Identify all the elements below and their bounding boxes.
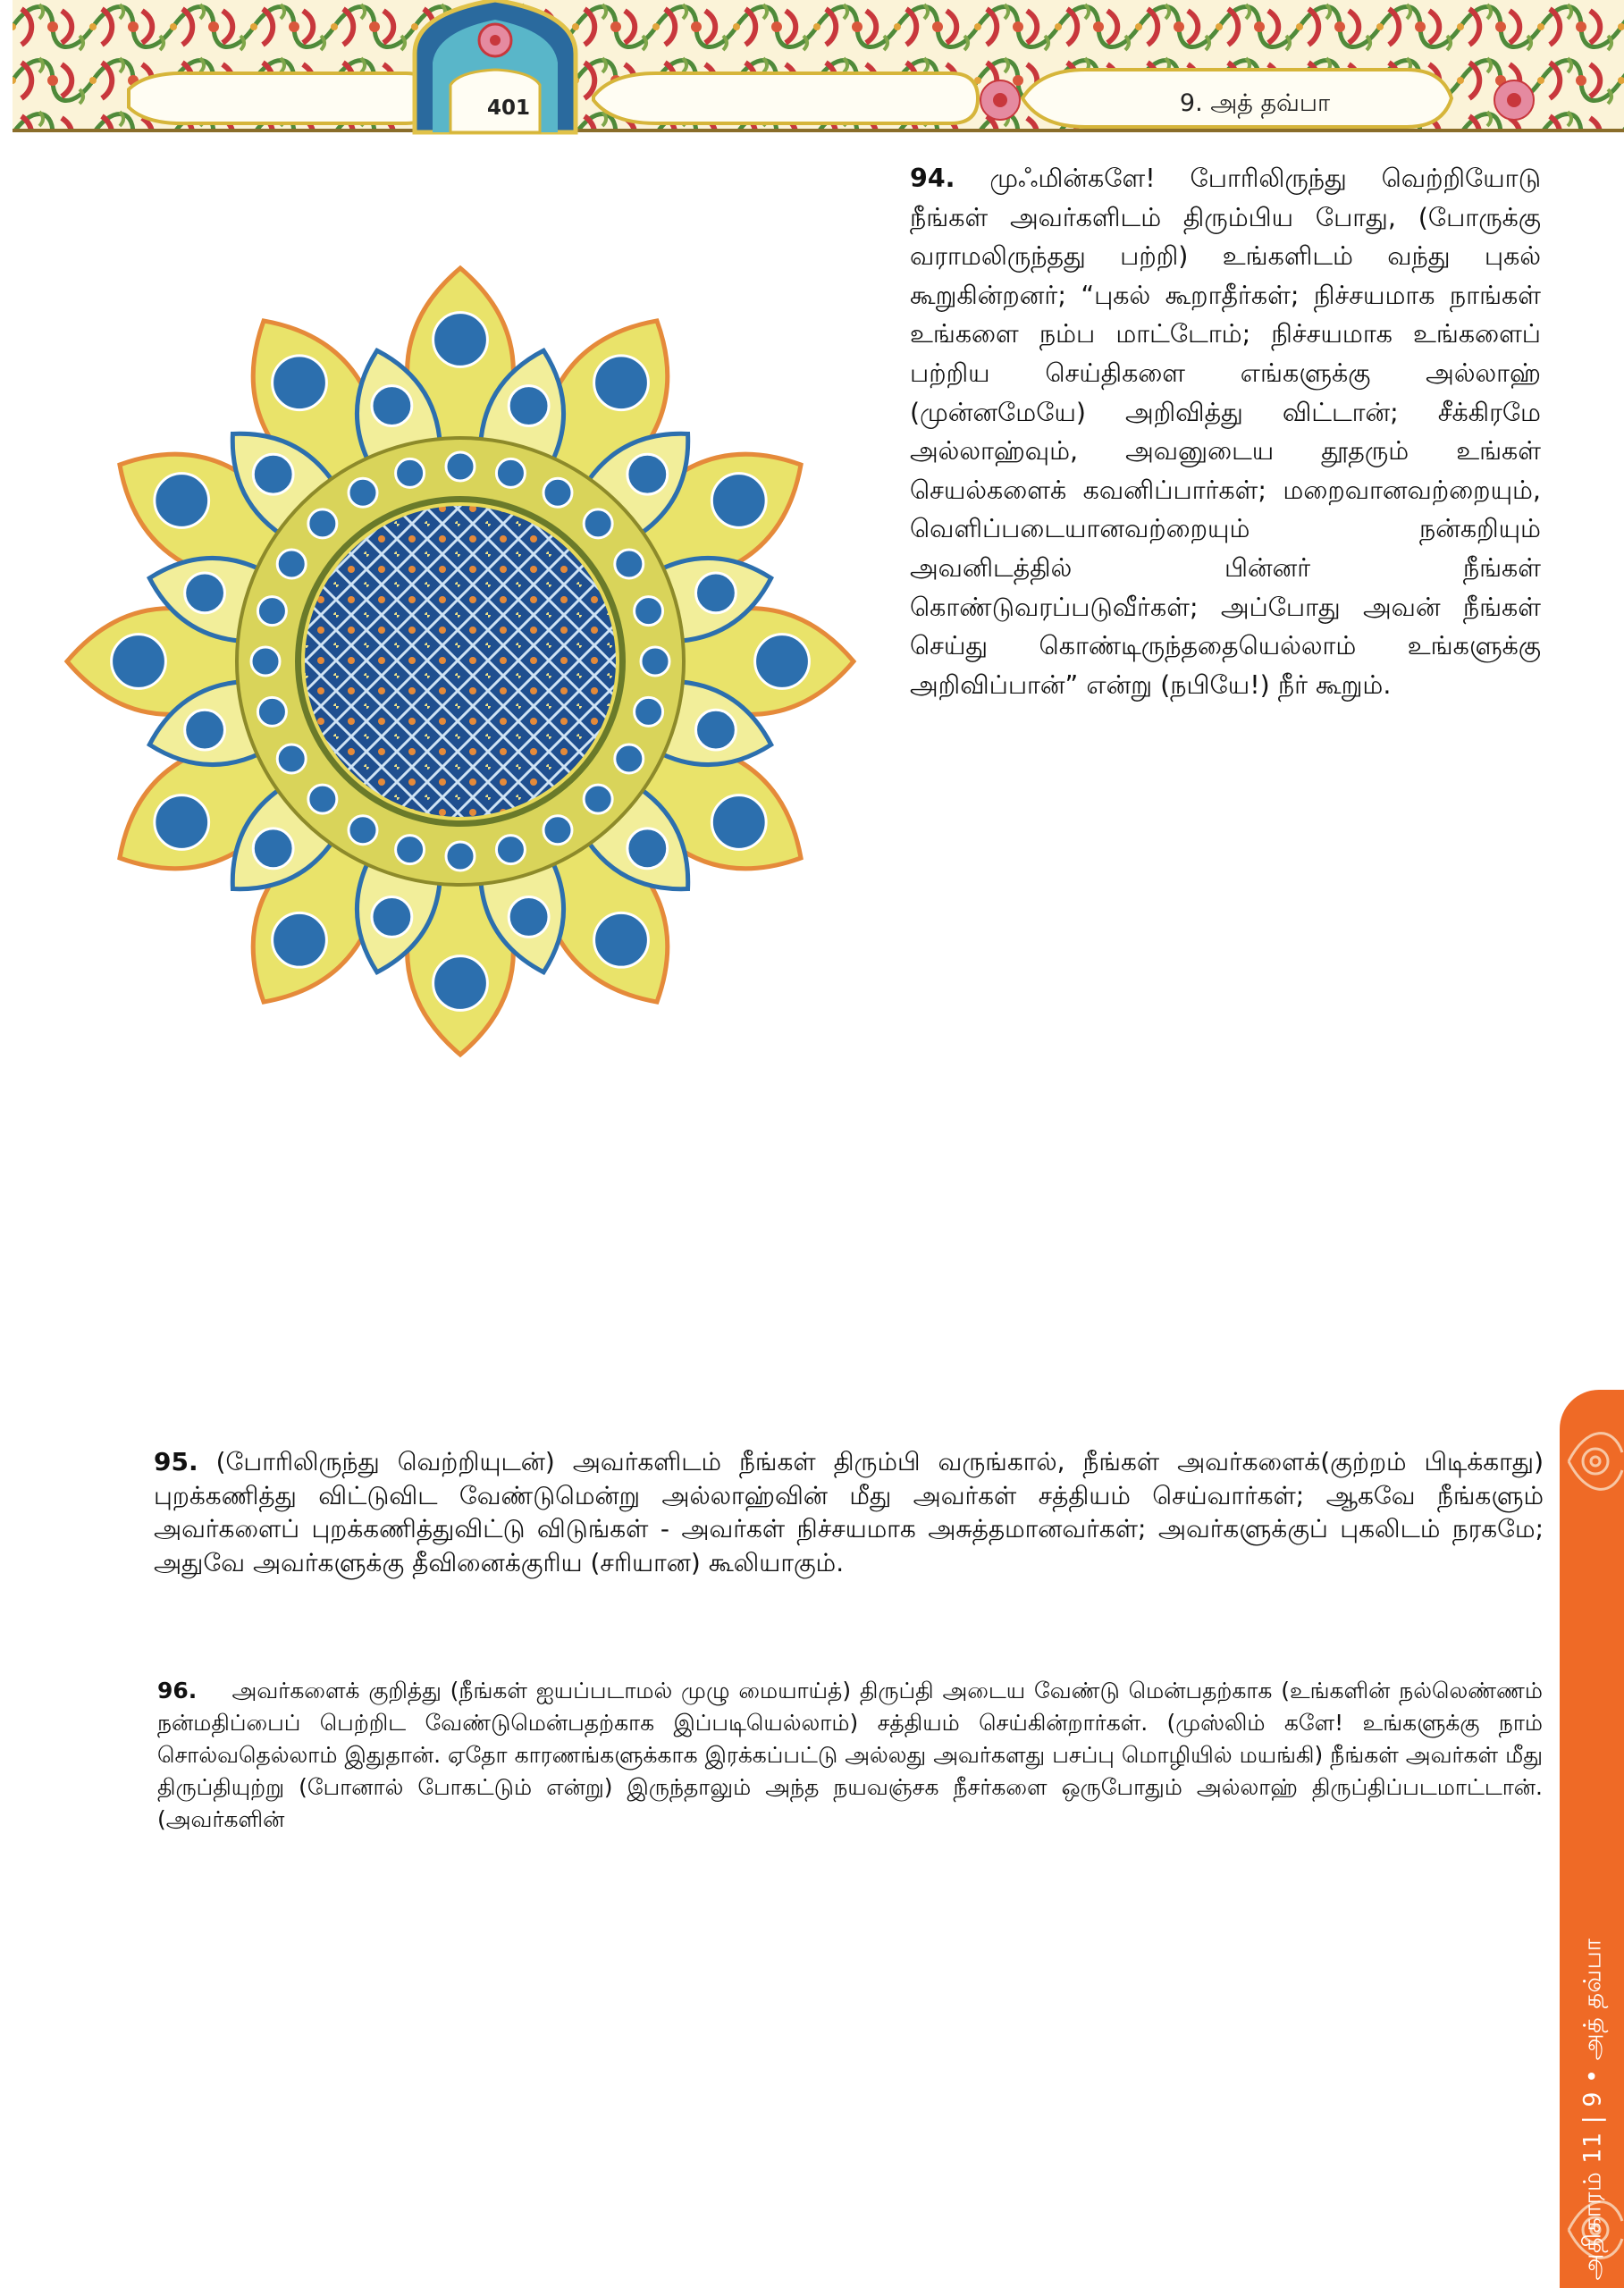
medallion-rosette [433,313,488,367]
verse-number: 96. [157,1678,198,1703]
medallion-inner-rosette [635,697,663,726]
medallion-rosette [433,956,488,1011]
medallion-inner-rosette [615,744,644,773]
side-tab-ornament-top [1560,1408,1624,1515]
verse-96 [157,1675,1543,1836]
medallion-inner-rosette [615,550,644,578]
page-header [13,0,1624,136]
medallion-inner-rosette [308,509,337,538]
medallion-inner-rosette [257,597,286,626]
medallion-rosette [112,635,166,689]
medallion-rosette [273,913,327,967]
medallion-rosette [711,795,766,850]
medallion-inner-rosette [257,697,286,726]
medallion-inner-rosette [641,647,669,676]
medallion-rosette [509,386,549,426]
medallion-rosette [509,897,549,938]
medallion-inner-rosette [584,785,612,813]
medallion-rosette [594,913,649,967]
medallion-rosette [155,474,209,528]
medallion-rosette [253,829,293,869]
verse-text: (போரிலிருந்து வெற்றியுடன்) அவர்களிடம் நீங்கள் திரும்பி வருங்கால், நீங்கள் அவர்களைக்(குற்றம் பிடிக்காது) புறக்கணித்து விட்டுவிட வேண்டுமென்று அல்லாஹ்வின் மீது அவர்கள் சத்தியம் செய்வார்கள்; ஆகவே நீங்களும் அவர்களைப் புறக்கணித்துவிட்டு விடுங்கள் - அவர்கள் நிச்சயமாக அசுத்தமானவர்கள்; அவர்களுக்குப் புகலிடம் நரகமே; அதுவே அவர்களுக்கு தீவினைக்குரிய (சரியான) கூலியாகும். [154,1447,1544,1577]
medallion-inner-rosette [277,550,306,578]
medallion-inner-rosette [349,816,377,845]
medallion-inner-rosette [446,452,475,481]
islamic-medallion-ornament [63,250,858,1072]
medallion-rosette [711,474,766,528]
medallion-inner-rosette [308,785,337,813]
medallion-inner-rosette [584,509,612,538]
medallion-rosette [273,356,327,410]
medallion-inner-rosette [635,597,663,626]
medallion-rosette [185,710,225,750]
medallion-inner-rosette [543,816,572,845]
side-tab-label: அதிகாரம் 11 | 9 • அத் தவ்பா [1578,1938,1607,2281]
medallion-rosette [627,829,668,869]
medallion-inner-rosette [396,458,425,487]
verse-number: 95. [154,1447,198,1476]
medallion-inner-rosette [543,478,572,507]
page-number: 401 [486,97,530,120]
medallion-inner-rosette [496,458,525,487]
medallion-inner-rosette [496,836,525,864]
medallion-inner-rosette [446,842,475,871]
medallion-rosette [696,573,736,613]
verse-text: முஃமின்களே! போரிலிருந்து வெற்றியோடு நீங்கள் அவர்களிடம் திரும்பிய போது, (போருக்கு வராமலிருந்தது பற்றி) உங்களிடம் வந்து புகல் கூறுகின்றனர்; “புகல் கூறாதீர்கள்; நிச்சயமாக நாங்கள் உங்களை நம்ப மாட்டோம்; நிச்சயமாக உங்களைப் பற்றிய செய்திகளை எங்களுக்கு அல்லாஹ் (முன்னமேயே) அறிவித்து விட்டான்; சீக்கிரமே அல்லாஹ்வும், அவனுடைய தூதரும் உங்கள் செயல்களைக் கவனிப்பார்கள்; மறைவானவற்றையும், வெளிப்படையானவற்றையும் நன்கறியும் அவனிடத்தில் பின்னர் நீங்கள் கொண்டுவரப்படுவீர்கள்; அப்போது அவன் நீங்கள் செய்து கொண்டிருந்ததையெல்லாம் உங்களுக்கு அறிவிப்பான்” என்று (நபியே!) நீர் கூறும். [910,164,1542,700]
medallion-rosette [372,386,412,426]
verse-94 [910,159,1541,704]
medallion-inner-rosette [349,478,377,507]
medallion-inner-rosette [251,647,280,676]
medallion-rosette [253,454,293,494]
medallion-rosette [185,573,225,613]
medallion-rosette [372,897,412,938]
verse-text: அவர்களைக் குறித்து (நீங்கள் ஐயப்படாமல் முழு மையாய்த்) திருப்தி அடைய வேண்டு மென்பதற்காக (உங்களின் நல்லெண்ணம் நன்மதிப்பைப் பெற்றிட வேண்டுமென்பதற்காக இப்படியெல்லாம்) சத்தியம் செய்கின்றார்கள். (முஸ்லிம் களே! உங்களுக்கு நாம் சொல்வதெல்லாம் இதுதான். ஏதோ காரணங்களுக்காக இரக்கப்பட்டு அல்லது அவர்களது பசப்பு மொழியில் மயங்கி) நீங்கள் அவர்கள் மீது திருப்தியுற்று (போனால் போகட்டும் என்று) இருந்தாலும் அந்த நயவஞ்சக நீசர்களை ஒருபோதும் அல்லாஹ் திருப்திப்படமாட்டான். (அவர்களின் [157,1678,1543,1832]
medallion-rosette [627,454,668,494]
medallion-rosette [696,710,736,750]
medallion-rosette [755,635,810,689]
medallion-inner-rosette [396,836,425,864]
chapter-title: 9. அத் தவ்பா [1179,89,1331,117]
medallion-inner-rosette [277,744,306,773]
medallion-rosette [594,356,649,410]
verse-95 [154,1445,1544,1579]
medallion-rosette [155,795,209,850]
verse-number: 94. [910,164,955,193]
